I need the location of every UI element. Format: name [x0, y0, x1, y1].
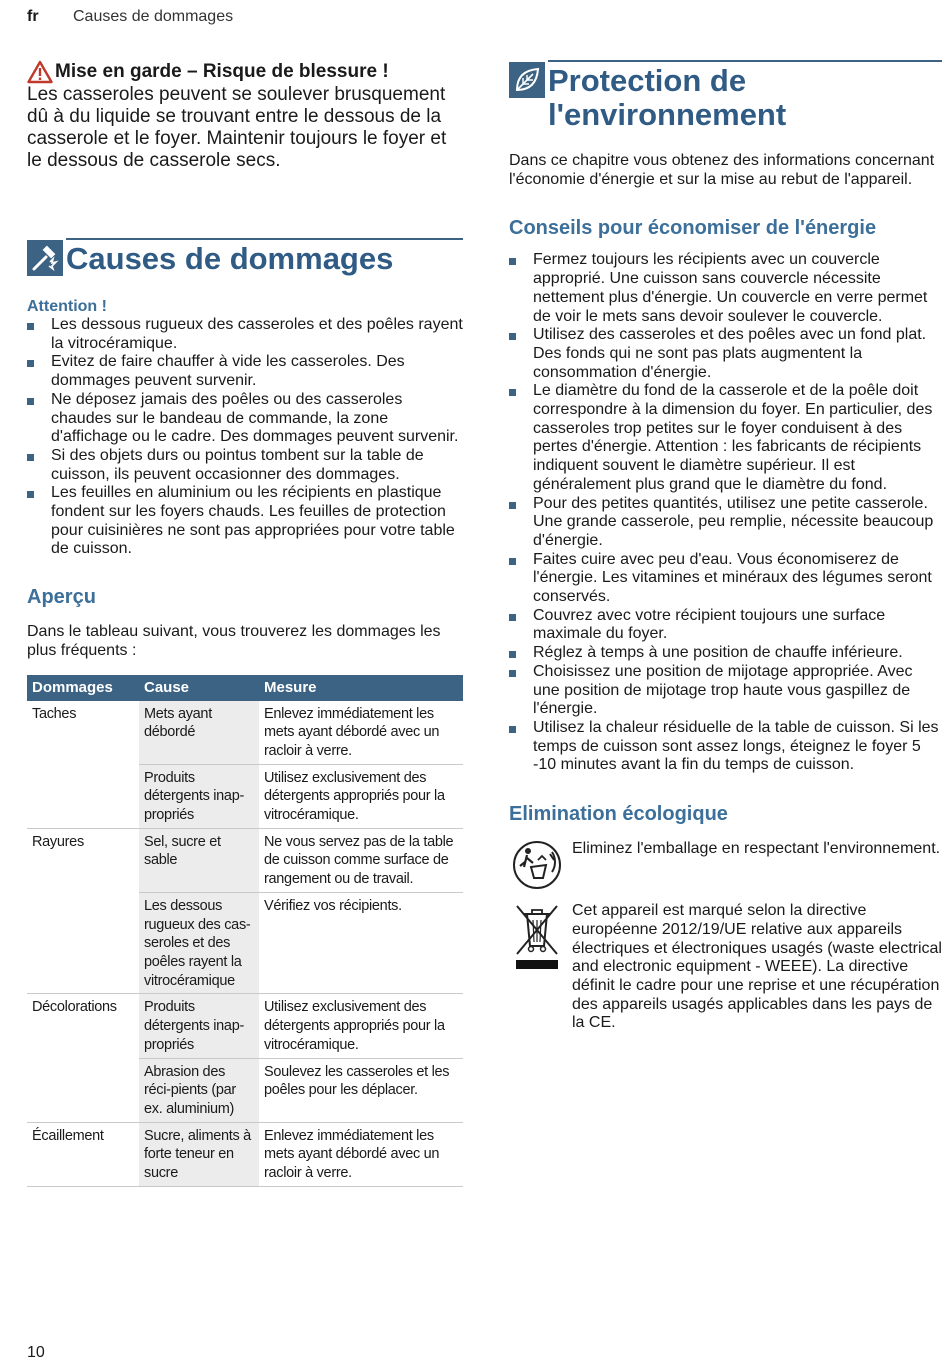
- overview-intro: Dans le tableau suivant, vous trouverez les dommages les plus fréquents :: [27, 623, 441, 659]
- measure-cell: Utilisez exclusivement des détergents appropriés pour la vitrocéramique.: [259, 764, 463, 828]
- measure-cell: Soulevez les casseroles et les poêles pour les déplacer.: [259, 1058, 463, 1122]
- table-header-row: [27, 675, 463, 701]
- warning-title: Mise en garde – Risque de blessure !: [55, 61, 389, 82]
- left-column: [27, 60, 463, 1187]
- language-code: fr: [27, 8, 39, 25]
- packaging-text: Eliminez l'emballage en respectant l'environnement.: [572, 840, 941, 858]
- warning-triangle-icon: [27, 60, 53, 84]
- cause-cell: Sucre, aliments à forte teneur en sucre: [139, 1122, 259, 1186]
- overview-title: Aperçu: [27, 586, 96, 609]
- warning-heading: [27, 60, 463, 84]
- list-item: Réglez à temps à une position de chauffe inférieure.: [509, 644, 942, 663]
- warning-text: Les casseroles peuvent se soulever brusquement dû à du liquide se trouvant entre le dessous de la casserole et le foyer. Maintenir toujours le foyer et le dessous de casserole secs.: [27, 84, 447, 171]
- page-number: 10: [27, 1344, 45, 1361]
- environment-intro: Dans ce chapitre vous obtenez des informations concernant l'économie d'énergie et sur la mise au rebut de l'appareil.: [509, 152, 935, 188]
- measure-cell: Ne vous servez pas de la table de cuisson comme surface de rangement ou de travail.: [259, 828, 463, 892]
- cause-cell: Abrasion des réci-pients (par ex. aluminium): [139, 1058, 259, 1122]
- recycling-icon: [509, 840, 565, 890]
- damages-chapter-heading: [27, 238, 463, 276]
- table-row: [27, 892, 463, 994]
- environment-chapter-heading: [509, 60, 942, 132]
- list-item: Les dessous rugueux des casseroles et des poêles rayent la vitrocéramique.: [27, 316, 463, 353]
- energy-tips-title: Conseils pour économiser de l'énergie: [509, 217, 877, 240]
- list-item: Le diamètre du fond de la casserole et de la poêle doit correspondre à la dimension du foyer. En particulier, des casseroles trop petites sur le foyer conduisent à des pertes d'énergie. Attention : les fabricants de récipients indiquent souvent le diamètre supérieur. Il est généralement plus grand que le diamètre du fond.: [509, 382, 942, 494]
- leaf-icon: [509, 62, 545, 98]
- damage-cell: Décolorations: [32, 999, 117, 1016]
- list-item: Les feuilles en aluminium ou les récipients en plastique fondent sur les foyers chauds. Les feuilles de protection pour cuisinières ne sont pas appropriées pour votre table de cuisson.: [27, 484, 463, 559]
- environment-title-line2: l'environnement: [548, 97, 787, 132]
- cause-cell: Les dessous rugueux des cas-seroles et des poêles rayent la vitrocéramique: [139, 892, 259, 994]
- list-item: Utilisez la chaleur résiduelle de la table de cuisson. Si les temps de cuisson sont assez longs, éteignez le foyer 5 -10 minutes avant la fin du temps de cuisson.: [509, 719, 942, 775]
- column-header-damage: Dommages: [27, 675, 139, 701]
- cause-cell: Sel, sucre et sable: [139, 828, 259, 892]
- list-item: Faites cuire avec peu d'eau. Vous économiserez de l'énergie. Les vitamines et minéraux des légumes seront conservés.: [509, 551, 942, 607]
- measure-cell: Enlevez immédiatement les mets ayant débordé avec un racloir à verre.: [259, 701, 463, 765]
- list-item: Si des objets durs ou pointus tombent sur la table de cuisson, ils peuvent occasionner des dommages.: [27, 447, 463, 484]
- crossed-bin-icon: [509, 902, 565, 978]
- list-item: Evitez de faire chauffer à vide les casseroles. Des dommages peuvent survenir.: [27, 353, 463, 390]
- table-row: [27, 994, 463, 1058]
- measure-cell: Vérifiez vos récipients.: [259, 892, 463, 994]
- attention-label: Attention !: [27, 298, 107, 315]
- damage-cell: Écaillement: [27, 1122, 139, 1186]
- damage-cell: Taches: [32, 705, 77, 722]
- column-header-cause: Cause: [139, 675, 259, 701]
- table-row: [27, 1058, 463, 1122]
- damage-hammer-icon: [27, 240, 63, 276]
- measure-cell: Enlevez immédiatement les mets ayant débordé avec un racloir à verre.: [259, 1122, 463, 1186]
- environment-title-line1: Protection de: [548, 63, 747, 98]
- measure-cell: Utilisez exclusivement des détergents appropriés pour la vitrocéramique.: [259, 994, 463, 1058]
- damages-title: Causes de dommages: [66, 241, 394, 276]
- right-column: [509, 60, 942, 1033]
- column-header-measure: Mesure: [259, 675, 463, 701]
- damage-cell: [27, 892, 139, 994]
- table-row: [27, 701, 463, 765]
- damage-cell: [27, 1058, 139, 1122]
- weee-text: Cet appareil est marqué selon la directive européenne 2012/19/UE relative aux appareils électriques et électroniques usagés (waste electrical and electronic equipment - WEEE). La directive définit le cadre pour une reprise et une récupération des appareils usagés applicables dans les pays de la CE.: [572, 902, 942, 1032]
- damage-cell: [27, 764, 139, 828]
- list-item: Utilisez des casseroles et des poêles avec un fond plat. Des fonds qui ne sont pas plats augmentent la consommation d'énergie.: [509, 326, 942, 382]
- disposal-title: Elimination écologique: [509, 803, 728, 826]
- energy-tips-list: [509, 251, 942, 775]
- list-item: Fermez toujours les récipients avec un couvercle approprié. Une cuisson sans couvercle nécessite nettement plus d'énergie. Un couvercle en verre permet de voir le mets sans devoir soulever le couvercle.: [509, 251, 942, 326]
- header-section-title: Causes de dommages: [73, 8, 234, 25]
- table-row: [27, 1122, 463, 1186]
- weee-disposal: [509, 902, 942, 1033]
- list-item: Ne déposez jamais des poêles ou des casseroles chaudes sur le bandeau de commande, la zone d'affichage ou le cadre. Des dommages peuvent survenir.: [27, 391, 463, 447]
- table-row: [27, 764, 463, 828]
- cause-cell: Produits détergents inap-propriés: [139, 764, 259, 828]
- damages-list: [27, 316, 463, 559]
- list-item: Couvrez avec votre récipient toujours une surface maximale du foyer.: [509, 607, 942, 644]
- damage-cell: Rayures: [32, 833, 84, 850]
- running-header: [27, 8, 233, 26]
- list-item: Pour des petites quantités, utilisez une petite casserole. Une grande casserole, peu remplie, nécessite beaucoup d'énergie.: [509, 495, 942, 551]
- damages-table: [27, 675, 463, 1187]
- cause-cell: Produits détergents inap-propriés: [139, 994, 259, 1058]
- list-item: Choisissez une position de mijotage appropriée. Avec une position de mijotage trop haute vous gaspillez de l'énergie.: [509, 663, 942, 719]
- cause-cell: Mets ayant débordé: [139, 701, 259, 765]
- packaging-disposal: [509, 840, 942, 890]
- table-row: [27, 828, 463, 892]
